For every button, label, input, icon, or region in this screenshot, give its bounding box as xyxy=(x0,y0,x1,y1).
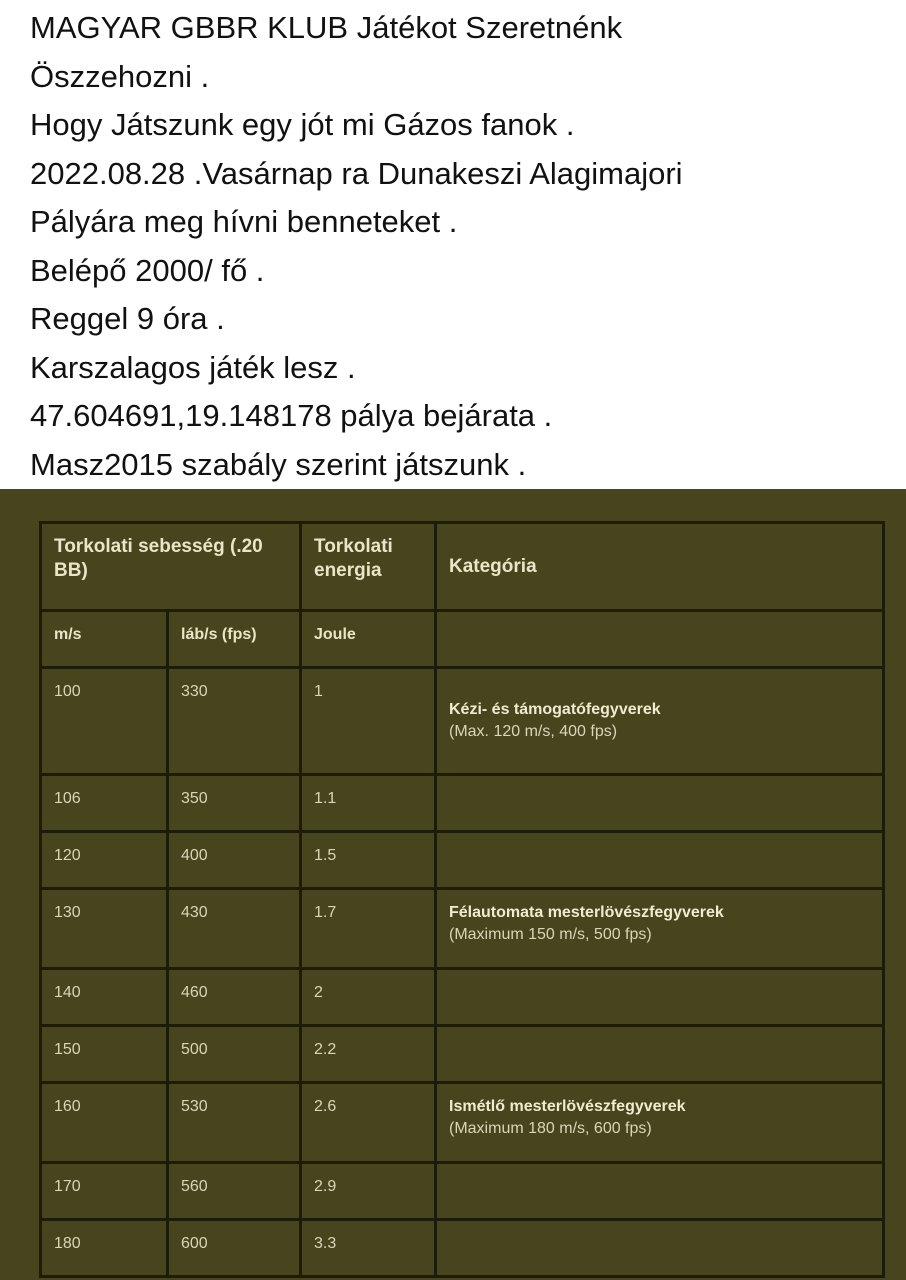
table-row xyxy=(41,1220,884,1277)
cell-joule: 1.7 xyxy=(301,889,436,969)
category-name: Kézi- és támogatófegyverek xyxy=(449,701,661,718)
table-row xyxy=(41,775,884,832)
cell-ms: 106 xyxy=(41,775,168,832)
cell-fps: 530 xyxy=(168,1083,301,1163)
cell-ms: 140 xyxy=(41,969,168,1026)
cell-joule: 2 xyxy=(301,969,436,1026)
cell-category xyxy=(436,668,884,775)
cell-fps: 600 xyxy=(168,1220,301,1277)
cell-category xyxy=(436,775,884,832)
table-row xyxy=(41,832,884,889)
cell-ms: 180 xyxy=(41,1220,168,1277)
category-name: Ismétlő mesterlövészfegyverek xyxy=(449,1098,686,1115)
category-limit: (Maximum 180 m/s, 600 fps) xyxy=(449,1120,652,1137)
post-line: Öszzehozni . xyxy=(30,58,210,94)
cell-joule: 1.1 xyxy=(301,775,436,832)
table-row xyxy=(41,668,884,775)
cell-joule: 3.3 xyxy=(301,1220,436,1277)
cell-fps: 350 xyxy=(168,775,301,832)
header-velocity: Torkolati sebesség (.20 BB) xyxy=(41,523,301,611)
cell-category xyxy=(436,969,884,1026)
unit-fps: láb/s (fps) xyxy=(168,611,301,668)
cell-category xyxy=(436,1026,884,1083)
table-row xyxy=(41,889,884,969)
post-line: Masz2015 szabály szerint játszunk . xyxy=(30,446,527,482)
table-row xyxy=(41,1083,884,1163)
post-text xyxy=(30,4,900,489)
post-line: Belépő 2000/ fő . xyxy=(30,252,265,288)
post-line: MAGYAR GBBR KLUB Játékot Szeretnénk xyxy=(30,10,623,45)
post-line: 2022.08.28 .Vasárnap ra Dunakeszi Alagimajori xyxy=(30,155,683,191)
cell-category xyxy=(436,832,884,889)
post-line: 47.604691,19.148178 pálya bejárata . xyxy=(30,398,553,433)
cell-joule: 1.5 xyxy=(301,832,436,889)
cell-category xyxy=(436,1163,884,1220)
category-limit: (Maximum 150 m/s, 500 fps) xyxy=(449,926,652,943)
table-image xyxy=(0,489,906,1280)
cell-joule: 1 xyxy=(301,668,436,775)
unit-empty xyxy=(436,611,884,668)
post-line: Pályára meg hívni benneteket . xyxy=(30,204,458,239)
cell-fps: 460 xyxy=(168,969,301,1026)
cell-fps: 400 xyxy=(168,832,301,889)
header-category: Kategória xyxy=(436,523,884,611)
cell-category xyxy=(436,1220,884,1277)
table-row xyxy=(41,1163,884,1220)
cell-ms: 160 xyxy=(41,1083,168,1163)
post-line: Hogy Játszunk egy jót mi Gázos fanok . xyxy=(30,107,575,142)
cell-ms: 120 xyxy=(41,832,168,889)
cell-fps: 560 xyxy=(168,1163,301,1220)
header-energy: Torkolati energia xyxy=(301,523,436,611)
cell-category xyxy=(436,889,884,969)
cell-ms: 170 xyxy=(41,1163,168,1220)
unit-ms: m/s xyxy=(41,611,168,668)
cell-joule: 2.6 xyxy=(301,1083,436,1163)
cell-fps: 500 xyxy=(168,1026,301,1083)
category-limit: (Max. 120 m/s, 400 fps) xyxy=(449,723,618,740)
cell-fps: 330 xyxy=(168,668,301,775)
velocity-table xyxy=(39,521,885,1278)
unit-joule: Joule xyxy=(301,611,436,668)
cell-ms: 100 xyxy=(41,668,168,775)
post-line: Reggel 9 óra . xyxy=(30,301,225,336)
table-row xyxy=(41,969,884,1026)
category-name: Félautomata mesterlövészfegyverek xyxy=(449,904,724,921)
cell-ms: 150 xyxy=(41,1026,168,1083)
cell-joule: 2.9 xyxy=(301,1163,436,1220)
cell-fps: 430 xyxy=(168,889,301,969)
table-row xyxy=(41,1026,884,1083)
post-line: Karszalagos játék lesz . xyxy=(30,349,356,385)
cell-ms: 130 xyxy=(41,889,168,969)
cell-joule: 2.2 xyxy=(301,1026,436,1083)
cell-category xyxy=(436,1083,884,1163)
